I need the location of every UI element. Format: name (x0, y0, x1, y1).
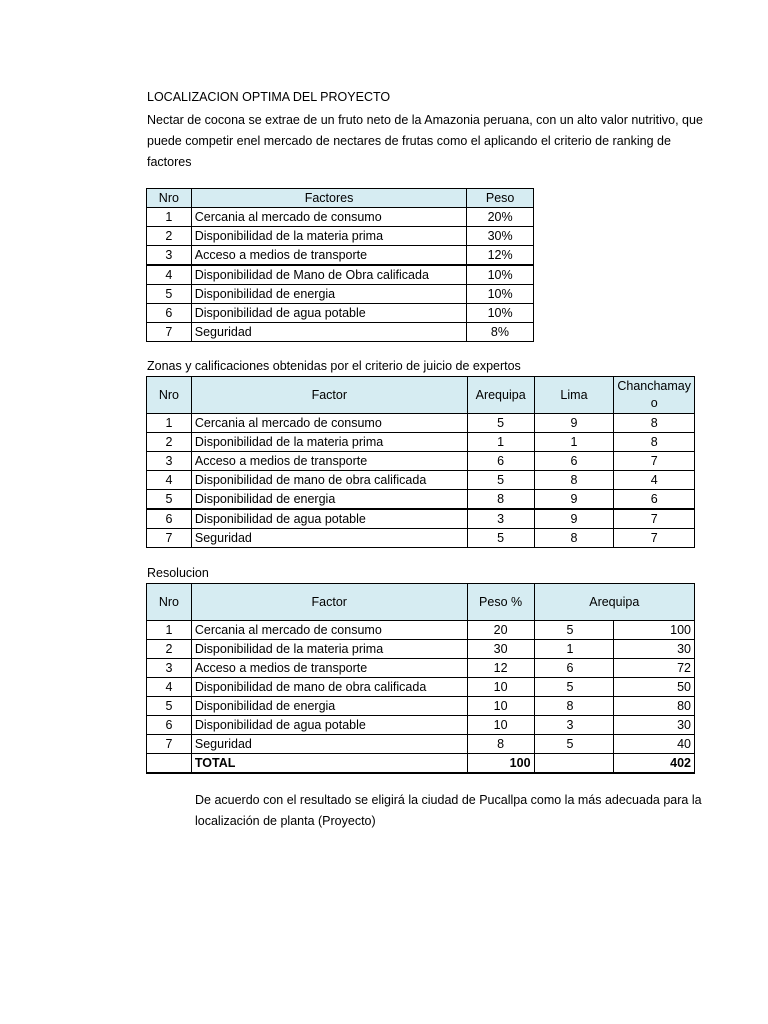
table-row (147, 735, 695, 754)
table-row (147, 452, 695, 471)
lima-score: 9 (534, 509, 614, 529)
table-row (147, 304, 534, 323)
factor-name: Acceso a medios de transporte (191, 659, 467, 678)
table-row (147, 490, 695, 510)
row-number: 4 (147, 678, 192, 697)
weighted-score: 30 (614, 640, 695, 659)
table-row (147, 509, 695, 529)
factor-name: Disponibilidad de la materia prima (191, 227, 467, 246)
row-number: 7 (147, 735, 192, 754)
table-row (147, 471, 695, 490)
table-row (147, 323, 534, 342)
weight-value: 12% (467, 246, 534, 266)
weight-value: 10% (467, 265, 534, 285)
table-row (147, 678, 695, 697)
rating-value: 1 (534, 640, 614, 659)
row-number: 6 (147, 509, 192, 529)
intro-paragraph: Nectar de cocona se extrae de un fruto neto de la Amazonia peruana, con un alto valor nutritivo, que puede competir enel mercado de nectares de frutas como el aplicando el criterio de ranking de factores (147, 113, 703, 169)
table-header-row (147, 377, 695, 414)
factor-name: Disponibilidad de la materia prima (191, 640, 467, 659)
chanchamayo-score: 6 (614, 490, 695, 510)
factor-name: Cercania al mercado de consumo (191, 621, 467, 640)
row-number: 5 (147, 697, 192, 716)
column-header-factor: Factor (191, 584, 467, 621)
weight-value: 8 (467, 735, 534, 754)
rating-value: 3 (534, 716, 614, 735)
rating-value: 8 (534, 697, 614, 716)
column-header-arequipa: Arequipa (534, 584, 694, 621)
total-weight: 100 (467, 754, 534, 774)
row-number: 1 (147, 621, 192, 640)
weighted-score: 100 (614, 621, 695, 640)
lima-score: 8 (534, 529, 614, 548)
column-header-lima: Lima (534, 377, 614, 414)
empty-cell (147, 754, 192, 774)
weighted-score: 80 (614, 697, 695, 716)
column-header-nro: Nro (147, 584, 192, 621)
row-number: 6 (147, 304, 192, 323)
weight-value: 20% (467, 208, 534, 227)
arequipa-score: 6 (467, 452, 534, 471)
factor-name: Cercania al mercado de consumo (191, 414, 467, 433)
row-number: 7 (147, 323, 192, 342)
rating-value: 5 (534, 735, 614, 754)
arequipa-score: 5 (467, 529, 534, 548)
resolution-table (146, 583, 695, 774)
table-row (147, 265, 534, 285)
row-number: 7 (147, 529, 192, 548)
factor-name: Disponibilidad de Mano de Obra calificada (191, 265, 467, 285)
factor-name: Acceso a medios de transporte (191, 452, 467, 471)
weight-value: 30 (467, 640, 534, 659)
table-row (147, 433, 695, 452)
row-number: 2 (147, 640, 192, 659)
factor-name: Seguridad (191, 735, 467, 754)
row-number: 1 (147, 208, 192, 227)
column-header-arequipa: Arequipa (467, 377, 534, 414)
chanchamayo-score: 8 (614, 433, 695, 452)
weight-value: 10 (467, 697, 534, 716)
factor-name: Seguridad (191, 323, 467, 342)
chanchamayo-score: 8 (614, 414, 695, 433)
table-row (147, 529, 695, 548)
table-row (147, 414, 695, 433)
factor-name: Disponibilidad de energia (191, 285, 467, 304)
table-header-row (147, 584, 695, 621)
row-number: 2 (147, 227, 192, 246)
table-header-row (147, 189, 534, 208)
lima-score: 9 (534, 414, 614, 433)
weight-value: 8% (467, 323, 534, 342)
row-number: 5 (147, 285, 192, 304)
lima-score: 6 (534, 452, 614, 471)
weighted-score: 40 (614, 735, 695, 754)
rating-value: 6 (534, 659, 614, 678)
total-label: TOTAL (191, 754, 467, 774)
factor-name: Disponibilidad de mano de obra calificada (191, 471, 467, 490)
empty-cell (534, 754, 614, 774)
row-number: 3 (147, 452, 192, 471)
arequipa-score: 5 (467, 471, 534, 490)
row-number: 6 (147, 716, 192, 735)
row-number: 5 (147, 490, 192, 510)
row-number: 4 (147, 471, 192, 490)
rating-value: 5 (534, 621, 614, 640)
table-row (147, 246, 534, 266)
factor-name: Disponibilidad de agua potable (191, 509, 467, 529)
chanchamayo-score: 4 (614, 471, 695, 490)
chanchamayo-score: 7 (614, 452, 695, 471)
total-score: 402 (614, 754, 695, 774)
arequipa-score: 3 (467, 509, 534, 529)
factor-name: Disponibilidad de mano de obra calificada (191, 678, 467, 697)
column-header-peso: Peso (467, 189, 534, 208)
conclusion-paragraph: De acuerdo con el resultado se eligirá la ciudad de Pucallpa como la más adecuada para la localización de planta (Proyecto) (195, 793, 702, 828)
column-header-nro: Nro (147, 189, 192, 208)
document-title: LOCALIZACION OPTIMA DEL PROYECTO (147, 90, 391, 104)
weight-value: 20 (467, 621, 534, 640)
table-row (147, 208, 534, 227)
weight-value: 10 (467, 678, 534, 697)
lima-score: 9 (534, 490, 614, 510)
resolution-caption: Resolucion (147, 566, 209, 580)
column-header-factor: Factor (191, 377, 467, 414)
lima-score: 1 (534, 433, 614, 452)
chanchamayo-score: 7 (614, 529, 695, 548)
table-row (147, 659, 695, 678)
zones-rating-table (146, 376, 695, 548)
arequipa-score: 1 (467, 433, 534, 452)
chanchamayo-score: 7 (614, 509, 695, 529)
factors-weight-table (146, 188, 534, 342)
weight-value: 12 (467, 659, 534, 678)
factor-name: Disponibilidad de la materia prima (191, 433, 467, 452)
experts-table-caption: Zonas y calificaciones obtenidas por el criterio de juicio de expertos (147, 359, 521, 373)
factor-name: Disponibilidad de energia (191, 490, 467, 510)
arequipa-score: 5 (467, 414, 534, 433)
weight-value: 10% (467, 285, 534, 304)
column-header-nro: Nro (147, 377, 192, 414)
row-number: 3 (147, 659, 192, 678)
weighted-score: 50 (614, 678, 695, 697)
rating-value: 5 (534, 678, 614, 697)
weight-value: 30% (467, 227, 534, 246)
weighted-score: 30 (614, 716, 695, 735)
factor-name: Disponibilidad de energia (191, 697, 467, 716)
lima-score: 8 (534, 471, 614, 490)
weight-value: 10 (467, 716, 534, 735)
row-number: 2 (147, 433, 192, 452)
row-number: 3 (147, 246, 192, 266)
column-header-factores: Factores (191, 189, 467, 208)
table-row (147, 640, 695, 659)
row-number: 1 (147, 414, 192, 433)
factor-name: Seguridad (191, 529, 467, 548)
factor-name: Disponibilidad de agua potable (191, 716, 467, 735)
table-row (147, 227, 534, 246)
column-header-chanchamayo: Chanchamay o (614, 377, 695, 414)
table-row (147, 285, 534, 304)
weighted-score: 72 (614, 659, 695, 678)
factor-name: Disponibilidad de agua potable (191, 304, 467, 323)
arequipa-score: 8 (467, 490, 534, 510)
column-header-peso: Peso % (467, 584, 534, 621)
factor-name: Cercania al mercado de consumo (191, 208, 467, 227)
table-row (147, 621, 695, 640)
table-row (147, 697, 695, 716)
row-number: 4 (147, 265, 192, 285)
factor-name: Acceso a medios de transporte (191, 246, 467, 266)
table-row (147, 716, 695, 735)
total-row (147, 754, 695, 774)
weight-value: 10% (467, 304, 534, 323)
